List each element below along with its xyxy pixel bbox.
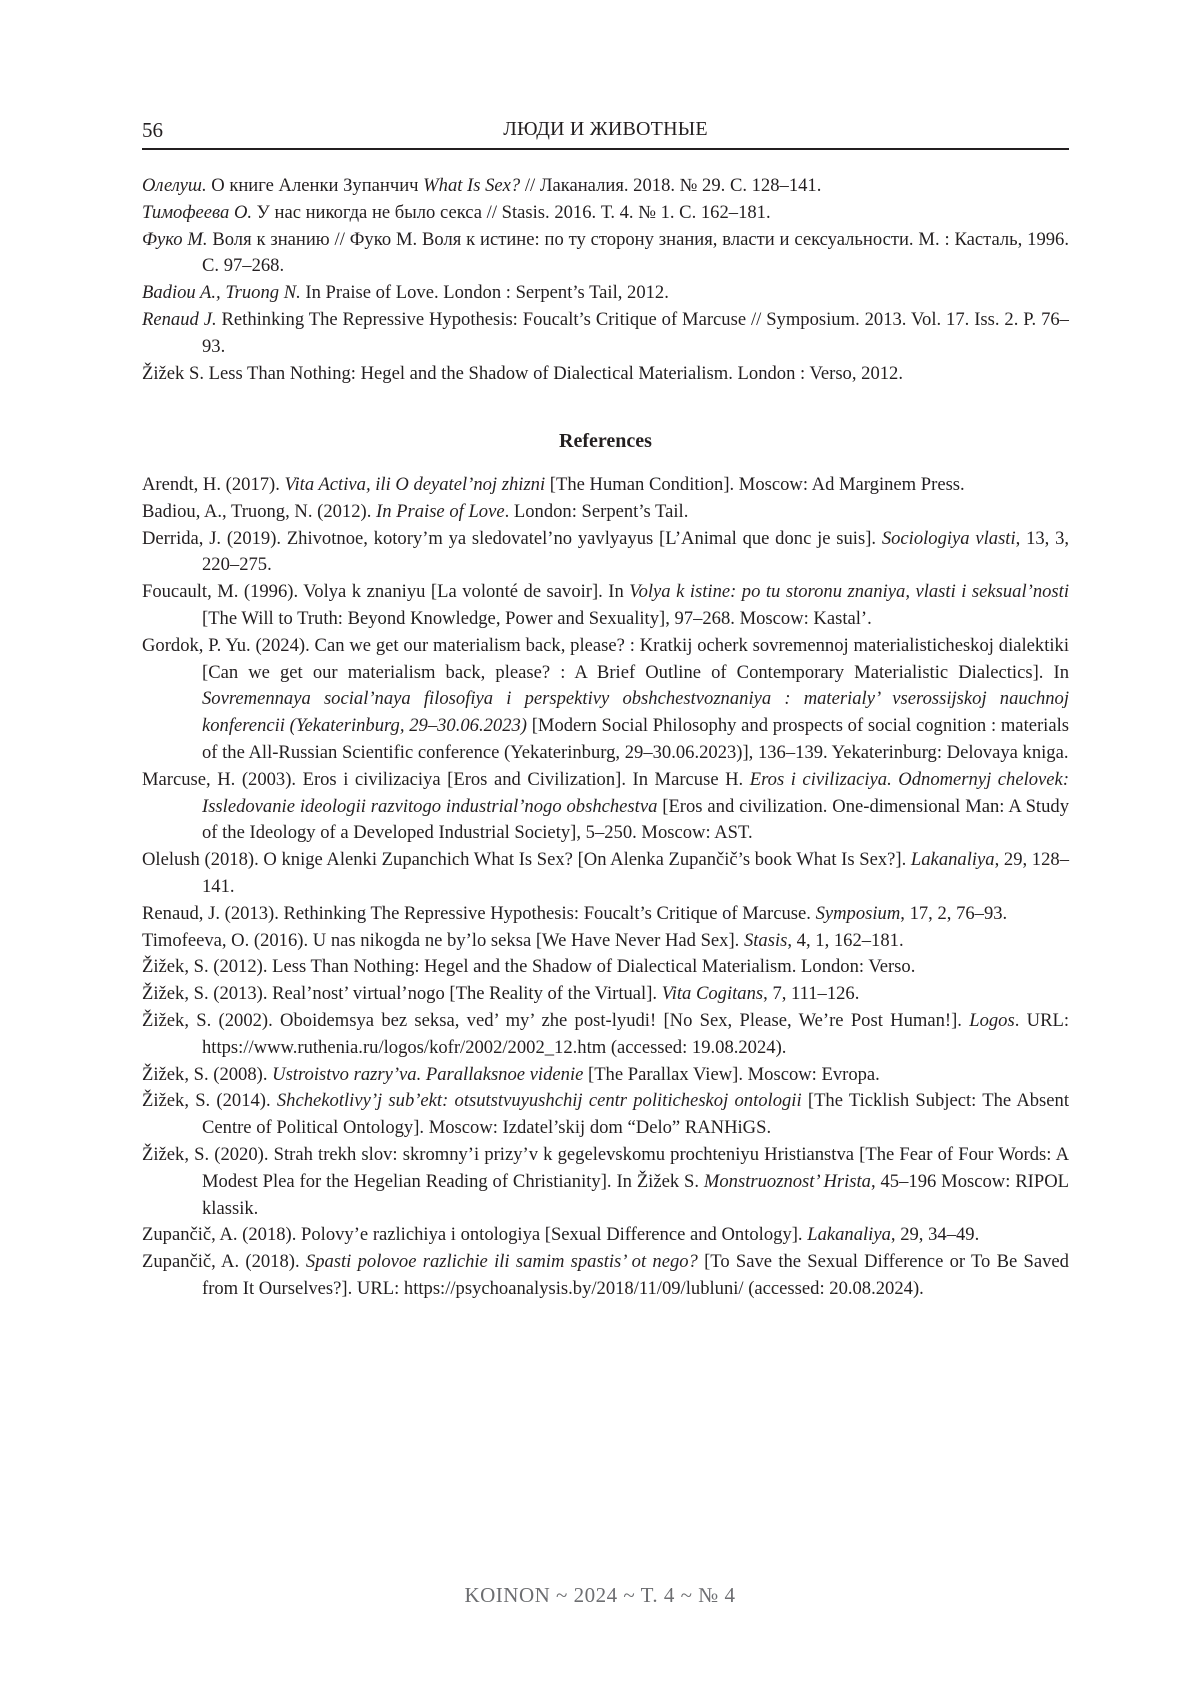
reference-entry (142, 1062, 1069, 1089)
entry-text: Žižek, S. (2013). Real’nost’ virtual’nogo [The Reality of the Virtual]. (142, 983, 662, 1004)
reference-entry (142, 472, 1069, 499)
reference-entry (142, 901, 1069, 928)
reference-entry (142, 981, 1069, 1008)
entry-text: У нас никогда не было секса // Stasis. 2016. Т. 4. № 1. С. 162–181. (252, 202, 771, 223)
reference-entry (142, 954, 1069, 981)
entry-text: Badiou, A., Truong, N. (2012). (142, 501, 376, 522)
entry-text: // Лаканалия. 2018. № 29. С. 128–141. (520, 175, 821, 196)
entry-text: [To Save the Sexual Difference or To Be Saved from It Ourselves?]. URL: https://psychoanalysis.by/2018/11/09/lubluni/ (accessed: 20.08.2024). (202, 1251, 1069, 1299)
reference-entry (142, 200, 1069, 227)
italic-text: Sociologiya vlasti (882, 528, 1016, 549)
italic-text: Symposium (816, 903, 901, 924)
entry-text: [Eros and civilization. One-dimensional Man: A Study of the Ideology of a Developed Industrial Society], 5–250. Moscow: AST. (202, 796, 1069, 844)
entry-text: , 45–196 Moscow: RIPOL klassik. (202, 1171, 1069, 1219)
entry-text: Rethinking The Repressive Hypothesis: Foucalt’s Critique of Marcuse // Symposium. 2013. Vol. 17. Iss. 2. P. 76–93. (202, 309, 1069, 357)
reference-entry (142, 173, 1069, 200)
entry-text: . London: Serpent’s Tail. (505, 501, 689, 522)
entry-text: Žižek, S. (2008). (142, 1064, 272, 1085)
reference-entry (142, 579, 1069, 633)
page-number: 56 (142, 118, 163, 143)
reference-entry (142, 227, 1069, 281)
reference-entry (142, 526, 1069, 580)
reference-entry (142, 1008, 1069, 1062)
entry-text: , 7, 111–126. (763, 983, 859, 1004)
page-header (142, 116, 1069, 150)
italic-text: Stasis (744, 930, 787, 951)
italic-text: Олелуш. (142, 175, 207, 196)
entry-text: Zupančič, A. (2018). Polovy’e razlichiya i ontologiya [Sexual Difference and Ontology]. (142, 1224, 807, 1245)
entry-text: , 13, 3, 220–275. (202, 528, 1069, 576)
reference-entry (142, 280, 1069, 307)
italic-text: Vita Activa, ili O deyatel’noj zhizni (285, 474, 546, 495)
italic-text: Vita Cogitans (662, 983, 763, 1004)
reference-entry (142, 1249, 1069, 1303)
italic-text: Ustroistvo razry’va. Parallaksnoe videnie (272, 1064, 583, 1085)
italic-text: Eros i civilizaciya. Odnomernyj chelovek: Issledovanie ideologii razvitogo industrial’nogo obshchestva (202, 769, 1069, 817)
entry-text: In Praise of Love. London : Serpent’s Tail, 2012. (301, 282, 669, 303)
italic-text: Sovremennaya social’naya filosofiya i perspektivy obshchestvoznaniya : materialy’ vserossijskoj nauchnoj konferencii (Yekaterinburg, 29–30.06.2023) (202, 688, 1069, 736)
references-heading: References (142, 430, 1069, 453)
entry-text: , 29, 34–49. (891, 1224, 979, 1245)
reference-entry (142, 1222, 1069, 1249)
reference-entry (142, 1088, 1069, 1142)
italic-text: Spasti polovoe razlichie ili samim spastis’ ot nego? (306, 1251, 698, 1272)
running-title: ЛЮДИ И ЖИВОТНЫЕ (142, 118, 1069, 141)
entry-text: [The Will to Truth: Beyond Knowledge, Power and Sexuality], 97–268. Moscow: Kastal’. (202, 608, 872, 629)
page-footer: KOINON ~ 2024 ~ T. 4 ~ № 4 (0, 1583, 1200, 1608)
entry-text: Žižek, S. (2002). Oboidemsya bez seksa, ved’ my’ zhe post-lyudi! [No Sex, Please, We’re Post Human!]. (142, 1010, 969, 1031)
italic-text: Badiou A., Truong N. (142, 282, 301, 303)
italic-text: Shchekotlivy’j sub’ekt: otsutstvuyushchij centr politicheskoj ontologii (277, 1090, 802, 1111)
entry-text: Žižek, S. (2012). Less Than Nothing: Hegel and the Shadow of Dialectical Materialism. London: Verso. (142, 956, 915, 977)
reference-entry (142, 767, 1069, 847)
entry-text: Zupančič, A. (2018). (142, 1251, 306, 1272)
italic-text: Monstruoznost’ Hrista (704, 1171, 871, 1192)
russian-bibliography (142, 173, 1069, 387)
entry-text: Timofeeva, O. (2016). U nas nikogda ne by’lo seksa [We Have Never Had Sex]. (142, 930, 744, 951)
entry-text: [The Ticklish Subject: The Absent Centre of Political Ontology]. Moscow: Izdatel’skij dom “Delo” RANHiGS. (202, 1090, 1069, 1138)
references-list (142, 472, 1069, 1303)
italic-text: What Is Sex? (423, 175, 520, 196)
reference-entry (142, 361, 1069, 388)
entry-text: Foucault, M. (1996). Volya k znaniyu [La volonté de savoir]. In (142, 581, 629, 602)
italic-text: Lakanaliya (911, 849, 995, 870)
entry-text: Renaud, J. (2013). Rethinking The Repressive Hypothesis: Foucalt’s Critique of Marcuse. (142, 903, 816, 924)
entry-text: Olelush (2018). O knige Alenki Zupanchich What Is Sex? [On Alenka Zupančič’s book What Is Sex?]. (142, 849, 911, 870)
italic-text: Тимофеева О. (142, 202, 252, 223)
entry-text: Žižek, S. (2014). (142, 1090, 277, 1111)
entry-text: О книге Аленки Зупанчич (207, 175, 424, 196)
italic-text: Logos (969, 1010, 1014, 1031)
entry-text: Gordok, P. Yu. (2024). Can we get our materialism back, please? : Kratkij ocherk sovremennoj materialisticheskoj dialektiki [Can we get our materialism back, please? : A Brief Outline of Contemporary Materialistic Dialectics]. In (142, 635, 1069, 683)
reference-entry (142, 499, 1069, 526)
italic-text: Renaud J. (142, 309, 217, 330)
entry-text: Žižek S. Less Than Nothing: Hegel and the Shadow of Dialectical Materialism. London : Verso, 2012. (142, 363, 903, 384)
italic-text: Фуко М. (142, 229, 207, 250)
reference-entry (142, 1142, 1069, 1222)
entry-text: , 17, 2, 76–93. (900, 903, 1007, 924)
reference-entry (142, 928, 1069, 955)
italic-text: Lakanaliya (807, 1224, 891, 1245)
reference-entry (142, 847, 1069, 901)
entry-text: . URL: https://www.ruthenia.ru/logos/kofr/2002/2002_12.htm (accessed: 19.08.2024). (202, 1010, 1069, 1058)
entry-text: , 29, 128–141. (202, 849, 1069, 897)
entry-text: Derrida, J. (2019). Zhivotnoe, kotory’m ya sledovatel’no yavlyayus [L’Animal que donc je suis]. (142, 528, 882, 549)
entry-text: [The Human Condition]. Moscow: Ad Marginem Press. (545, 474, 965, 495)
entry-text: [The Parallax View]. Moscow: Evropa. (583, 1064, 879, 1085)
reference-entry (142, 633, 1069, 767)
entry-text: , 4, 1, 162–181. (787, 930, 903, 951)
reference-entry (142, 307, 1069, 361)
italic-text: In Praise of Love (376, 501, 505, 522)
entry-text: [Modern Social Philosophy and prospects of social cognition : materials of the All-Russian Scientific conference (Yekaterinburg, 29–30.06.2023)], 136–139. Yekaterinburg: Delovaya kniga. (202, 715, 1069, 763)
entry-text: Marcuse, H. (2003). Eros i civilizaciya [Eros and Civilization]. In Marcuse H. (142, 769, 750, 790)
entry-text: Воля к знанию // Фуко М. Воля к истине: по ту сторону знания, власти и сексуальности. М. : Касталь, 1996. С. 97–268. (202, 229, 1069, 277)
entry-text: Žižek, S. (2020). Strah trekh slov: skromny’i prizy’v k gegelevskomu prochteniyu Hristianstva [The Fear of Four Words: A Modest Plea for the Hegelian Reading of Christianity]. In Žižek S. (142, 1144, 1069, 1192)
entry-text: Arendt, H. (2017). (142, 474, 285, 495)
italic-text: Volya k istine: po tu storonu znaniya, vlasti i seksual’nosti (629, 581, 1069, 602)
